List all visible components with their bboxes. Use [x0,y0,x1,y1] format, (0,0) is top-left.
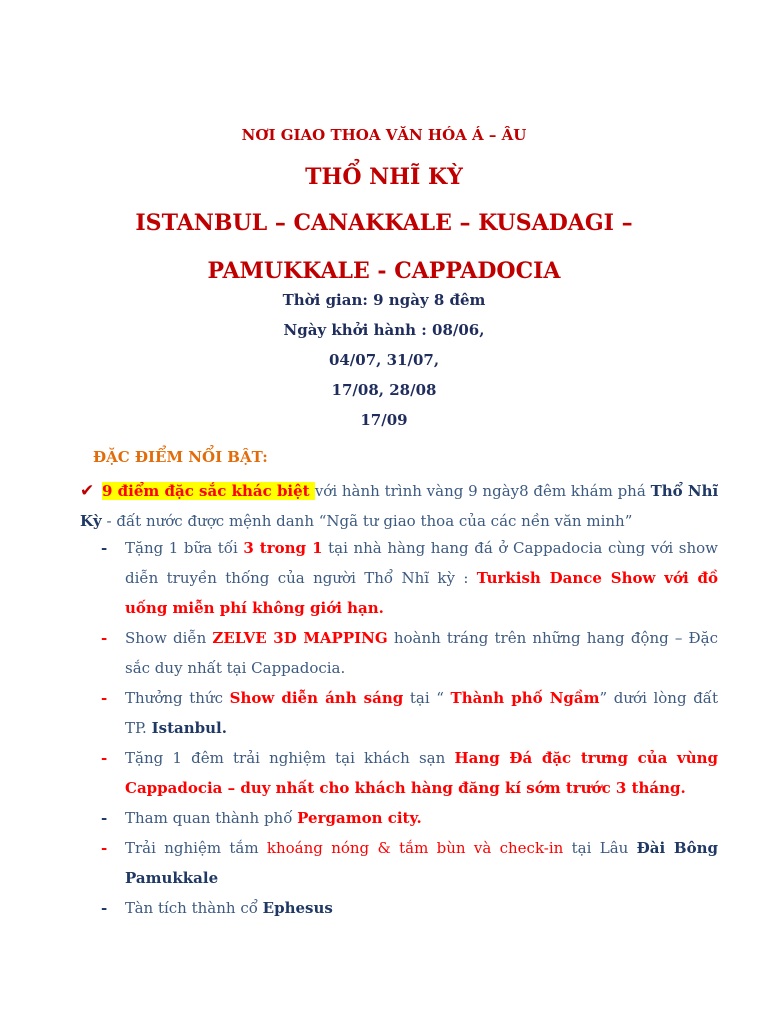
item-text: Trải nghiệm tắm [125,839,267,857]
item-text: Tặng 1 đêm trải nghiệm tại khách sạn [125,749,455,767]
item-emphasis: Show diễn ánh sáng [229,689,404,707]
item-emphasis: khoáng nóng & tắm bùn và check-in [266,839,564,857]
list-item [0,743,718,803]
bullet-dash: - [101,629,108,647]
bullet-dash: - [101,809,108,827]
item-emphasis: 3 trong 1 [243,539,323,557]
item-emphasis: Istanbul. [151,719,227,737]
item-text: ” dưới lòng đất TP. [125,689,719,737]
header-country: THỔ NHĨ KỲ [305,164,463,190]
item-text: Tham quan thành phố [125,809,298,827]
header-route-line1: ISTANBUL – CANAKKALE – KUSADAGI – [135,210,633,236]
item-text: tại Lâu [563,839,637,857]
info-dates-2: 04/07, 31/07, [328,351,440,369]
bullet-dash: - [101,689,108,707]
list-item [0,623,718,683]
item-text: tại “ [403,689,451,707]
lead-country: Thổ Nhĩ Kỳ [80,482,719,530]
item-emphasis: Pergamon city. [297,809,422,827]
info-dates-4: 17/09 [360,411,408,429]
item-text: Tặng 1 bữa tối [125,539,244,557]
bullet-dash: - [101,539,108,557]
item-emphasis: ZELVE 3D MAPPING [212,629,388,647]
item-text: tại nhà hàng hang đá ở Cappadocia cùng với show diễn truyền thống của người Thổ Nhĩ kỳ : [125,539,718,587]
item-text: Tàn tích thành cổ [125,899,263,917]
bullet-dash: - [101,749,108,767]
item-emphasis: Turkish Dance Show với đồ uống miễn phí không giới hạn. [125,569,718,617]
list-item [0,533,718,623]
list-item [0,893,718,923]
highlights-title: ĐẶC ĐIỂM NỔI BẬT: [93,448,268,466]
lead-highlight: 9 điểm đặc sắc khác biệt [102,482,315,500]
info-duration: Thời gian: 9 ngày 8 đêm [282,291,486,309]
item-emphasis: Đài Bông Pamukkale [125,839,719,887]
bullet-dash: - [101,899,108,917]
lead-text: với hành trình vàng 9 ngày8 đêm khám phá [314,482,651,500]
item-emphasis: Ephesus [262,899,333,917]
info-departure: Ngày khởi hành : 08/06, [283,321,485,339]
bullet-dash: - [101,839,108,857]
item-emphasis: Hang Đá đặc trưng của vùng Cappadocia – duy nhất cho khách hàng đăng kí sớm trước 3 tháng. [125,749,718,797]
lead-text2: - đất nước được mệnh danh “Ngã tư giao thoa của các nền văn minh” [101,512,633,530]
list-item [0,683,718,743]
header-subtitle: NƠI GIAO THOA VĂN HÓA Á – ÂU [241,126,527,144]
highlights-lead [80,476,720,536]
info-dates-3: 17/08, 28/08 [331,381,437,399]
list-item [0,833,718,893]
list-item [0,803,718,833]
item-text: hoành tráng trên những hang động – Đặc sắc duy nhất tại Cappadocia. [125,629,718,677]
item-text: Thưởng thức [125,689,230,707]
header-route-line2: PAMUKKALE - CAPPADOCIA [207,258,561,284]
checkmark-icon: ✔ [80,481,95,501]
item-text: Show diễn [125,629,213,647]
item-emphasis: Thành phố Ngầm [450,689,600,707]
highlights-list [0,533,768,923]
